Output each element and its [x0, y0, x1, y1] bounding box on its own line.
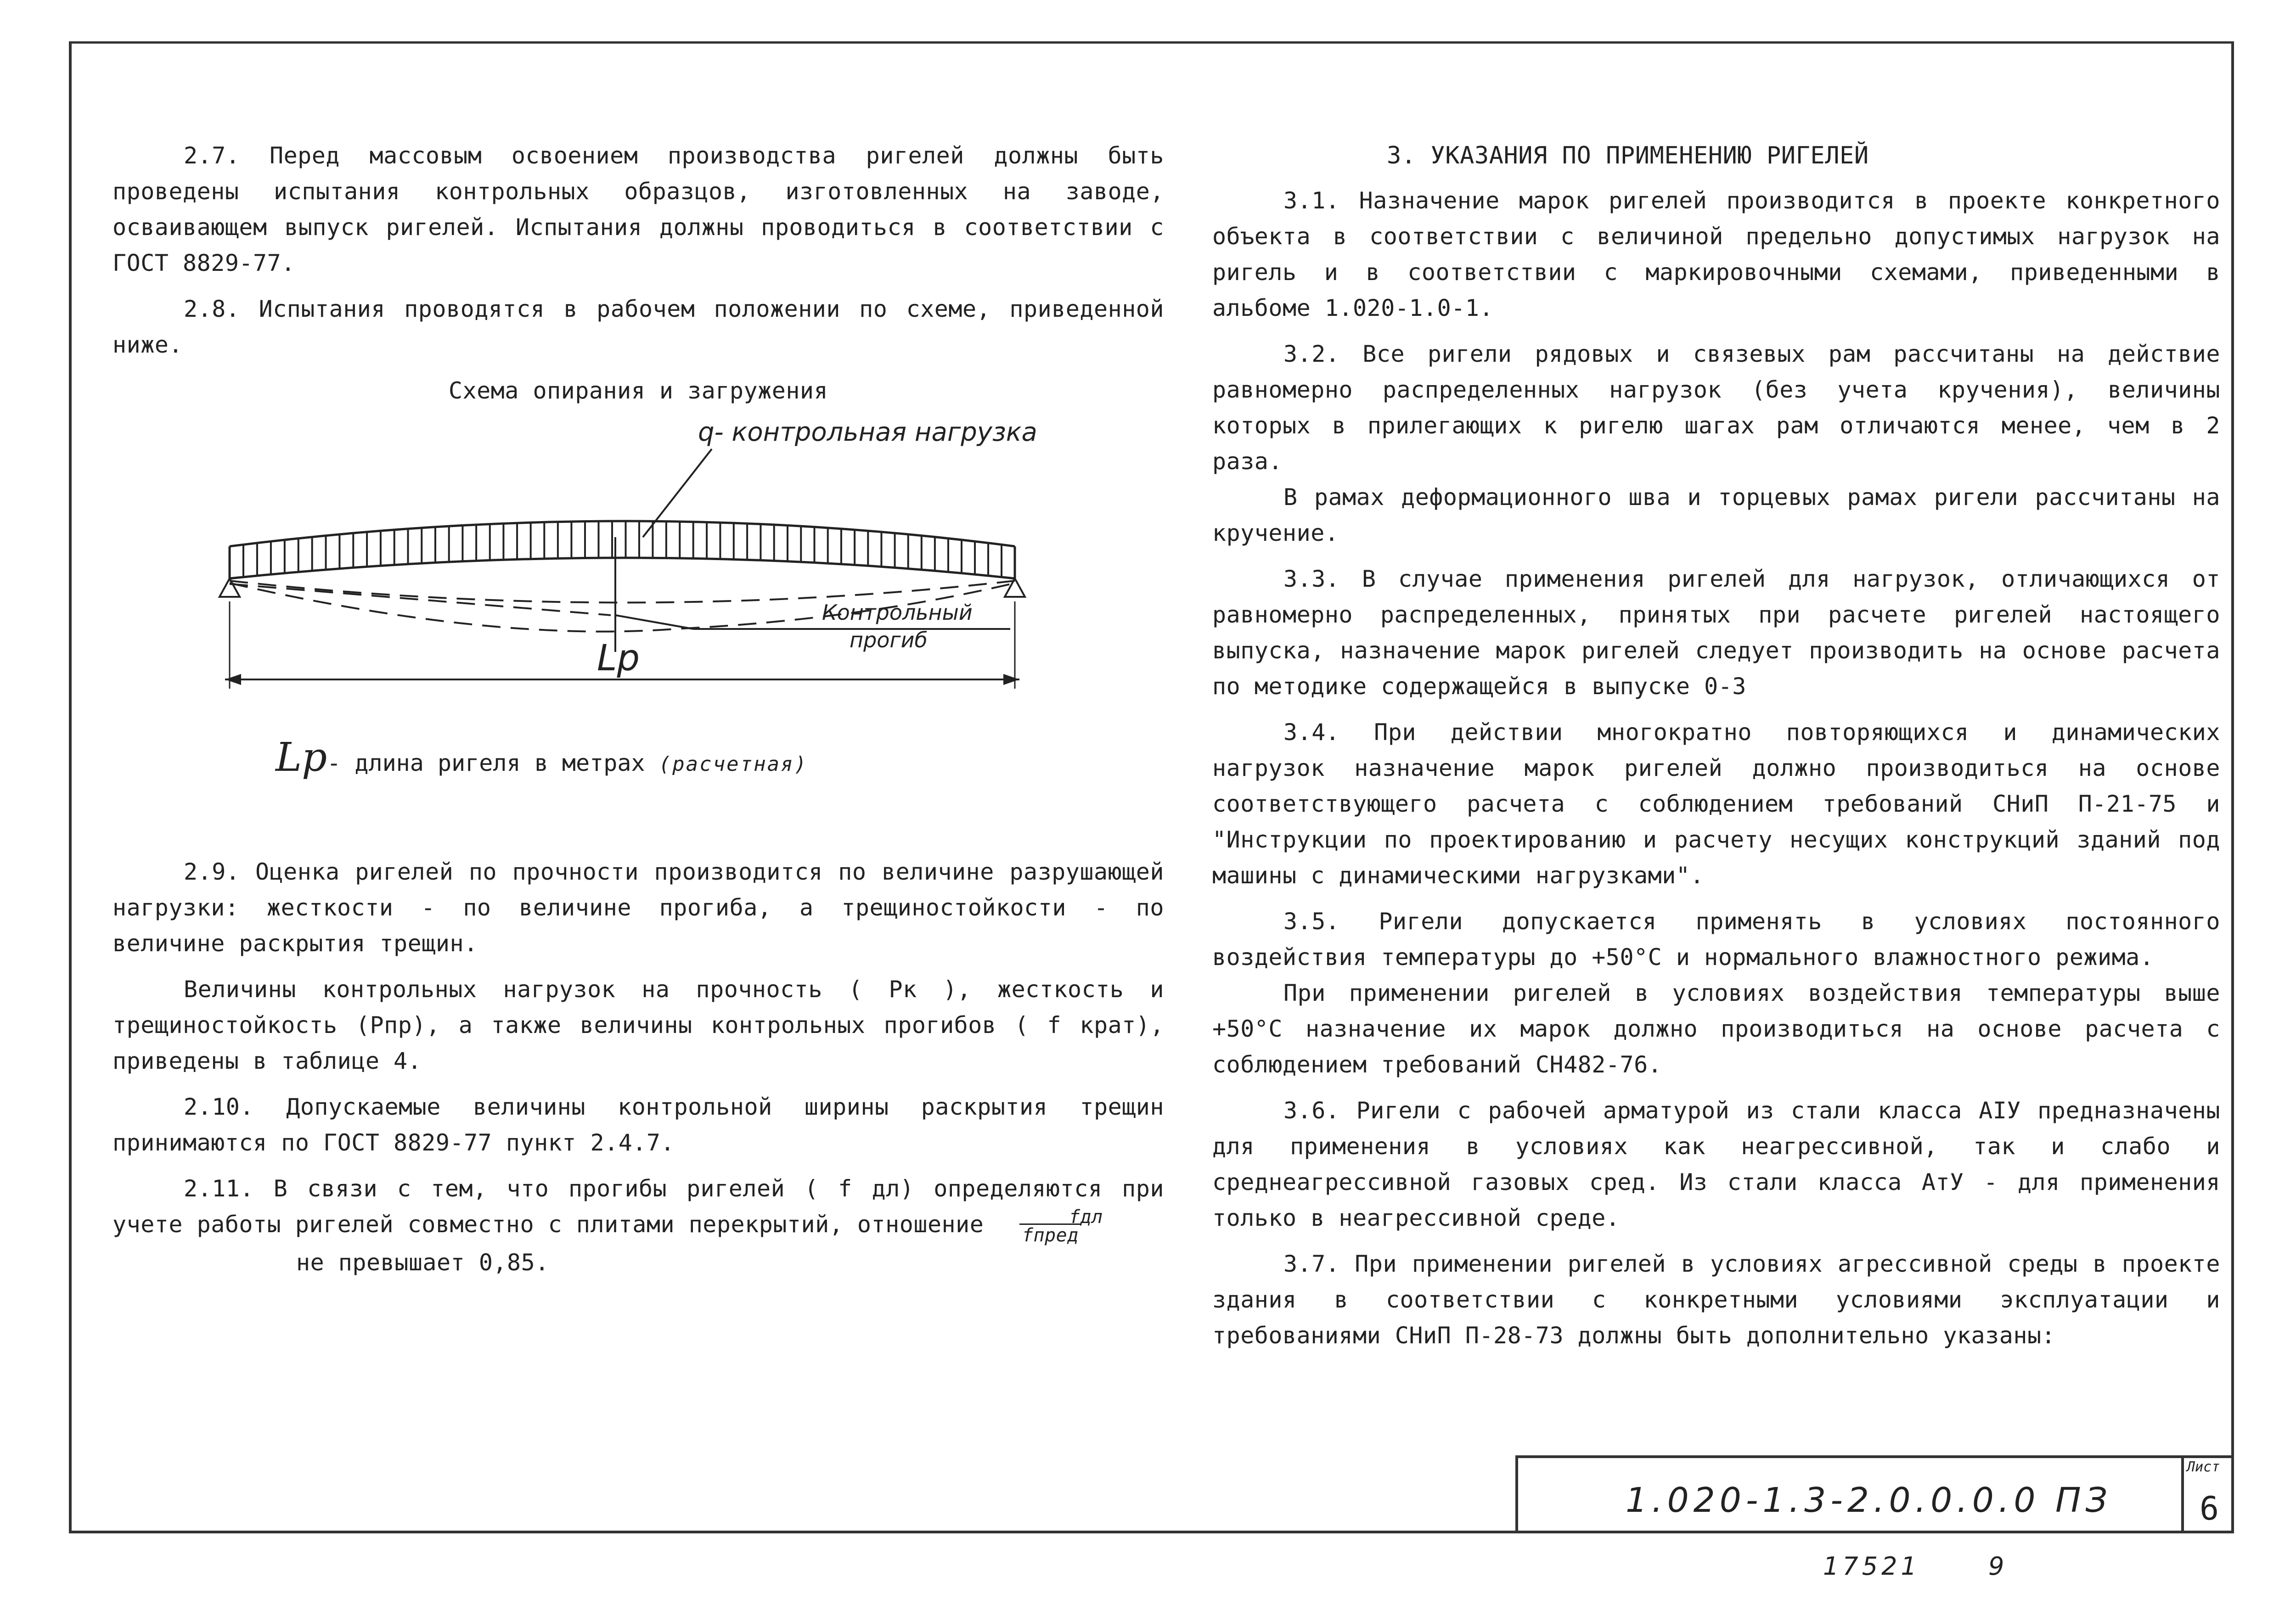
legend-note: (расчетная): [658, 752, 808, 776]
deflection-label-2: прогиб: [850, 628, 928, 652]
paragraph-2-10: 2.10. Допускаемые величины контрольной ширины раскрытия трещин принимаются по ГОСТ 8829-77 пункт 2.4.7.: [113, 1094, 1164, 1156]
deflection-label-1: Контрольный: [822, 600, 973, 625]
document-code: 1.020-1.3-2.0.0.0.0 ПЗ: [1626, 1481, 2112, 1520]
paragraph-2-9: 2.9. Оценка ригелей по прочности производится по величине разрушающей нагрузки: жесткости - по величине прогиба, а трещиностойкости - по величине раскрытия трещин.: [113, 859, 1164, 957]
scheme-title: Схема опирания и загружения: [448, 377, 828, 404]
paragraph-3-2: 3.2. Все ригели рядовых и связевых рам рассчитаны на действие равномерно распределенных нагрузок (без учета кручения), величины которых в прилегающих к ригелю шагах рам отличаются менее, чем в 2 раза.: [1212, 341, 2220, 475]
sheet-label: Лист: [2187, 1459, 2220, 1475]
ratio-denominator: fпред: [1019, 1223, 1081, 1246]
inventory-mark: 9: [1988, 1552, 2004, 1581]
sheet-number: 6: [2200, 1490, 2219, 1527]
paragraph-3-5b: При применении ригелей в условиях воздействия температуры выше +50°С назначение их марок должно производиться на основе расчета с соблюдением требований СН482-76.: [1212, 980, 2220, 1078]
paragraph-2-11-end: не превышает 0,85.: [296, 1249, 549, 1276]
load-label: q- контрольная нагрузка: [698, 422, 1037, 447]
section-heading: 3. УКАЗАНИЯ ПО ПРИМЕНЕНИЮ РИГЕЛЕЙ: [1387, 142, 1869, 169]
left-column-lower: [113, 854, 1164, 1280]
ratio-numerator: fдл: [1069, 1206, 1103, 1228]
inventory-number: 17521: [1823, 1552, 1920, 1581]
paragraph-3-6: 3.6. Ригели с рабочей арматурой из стали класса АIУ предназначены для применения в условиях как неагрессивной, так и слабо и среднеагрессивной газовых сред. Из стали класса АтУ - для применения только в неагрессивной среде.: [1212, 1097, 2220, 1231]
paragraph-3-5: 3.5. Ригели допускается применять в условиях постоянного воздействия температуры до +50°С и нормального влажностного режима.: [1212, 908, 2220, 971]
legend-text: - длина ригеля в метрах: [327, 750, 645, 776]
left-column: [113, 138, 1164, 409]
deflection-chord: [230, 584, 611, 615]
paragraph-2-9b: Величины контрольных нагрузок на прочность ( Рк ), жесткость и трещиностойкость (Рпр), а также величины контрольных прогибов ( f крат), приведены в таблице 4.: [113, 976, 1164, 1074]
load-hatching: [243, 521, 1002, 577]
span-label: Lp: [597, 638, 640, 679]
deflection-curve-1: [230, 581, 1015, 603]
paragraph-2-8: 2.8. Испытания проводятся в рабочем положении по схеме, приведенной ниже.: [113, 296, 1164, 358]
load-top-curve: [230, 521, 1015, 546]
paragraph-2-11: [113, 1171, 1164, 1245]
paragraph-3-4: 3.4. При действии многократно повторяющихся и динамических нагрузок назначение марок ригелей должно производиться на основе соответствующего расчета с соблюдением требований СНиП П-21-75 и "Инструкции по проектированию и расчету несущих конструкций зданий под машины с динамическими нагрузками".: [1212, 719, 2220, 889]
paragraph-2-11-text: 2.11. В связи с тем, что прогибы ригелей ( f дл) определяются при учете работы ригелей совместно с плитами перекрытий, отношение: [113, 1175, 1164, 1238]
loading-scheme-diagram: [216, 422, 1052, 707]
paragraph-3-3: 3.3. В случае применения ригелей для нагрузок, отличающихся от равномерно распределенных, принятых при расчете ригелей настоящего выпуска, назначение марок ригелей следует производить на основе расчета по методике содержащейся в выпуске 0-3: [1212, 566, 2220, 700]
paragraph-3-2b: В рамах деформационного шва и торцевых рамах ригели рассчитаны на кручение.: [1212, 484, 2220, 546]
beam-top-curve: [230, 558, 1015, 578]
legend: [276, 735, 808, 783]
deflection-ratio: [998, 1208, 1103, 1245]
right-column: [1212, 138, 2220, 1364]
legend-symbol: Lp: [276, 735, 327, 780]
paragraph-3-7: 3.7. При применении ригелей в условиях агрессивной среды в проекте здания в соответствии с конкретными условиями эксплуатации и требованиями СНиП П-28-73 должны быть дополнительно указаны:: [1212, 1251, 2220, 1349]
paragraph-2-7: 2.7. Перед массовым освоением производства ригелей должны быть проведены испытания контрольных образцов, изготовленных на заводе, осваивающем выпуск ригелей. Испытания должны проводиться в соответствии с ГОСТ 8829-77.: [113, 142, 1164, 276]
paragraph-3-1: 3.1. Назначение марок ригелей производится в проекте конкретного объекта в соответствии с величиной предельно допустимых нагрузок на ригель и в соответствии с маркировочными схемами, приведенными в альбоме 1.020-1.0-1.: [1212, 187, 2220, 321]
